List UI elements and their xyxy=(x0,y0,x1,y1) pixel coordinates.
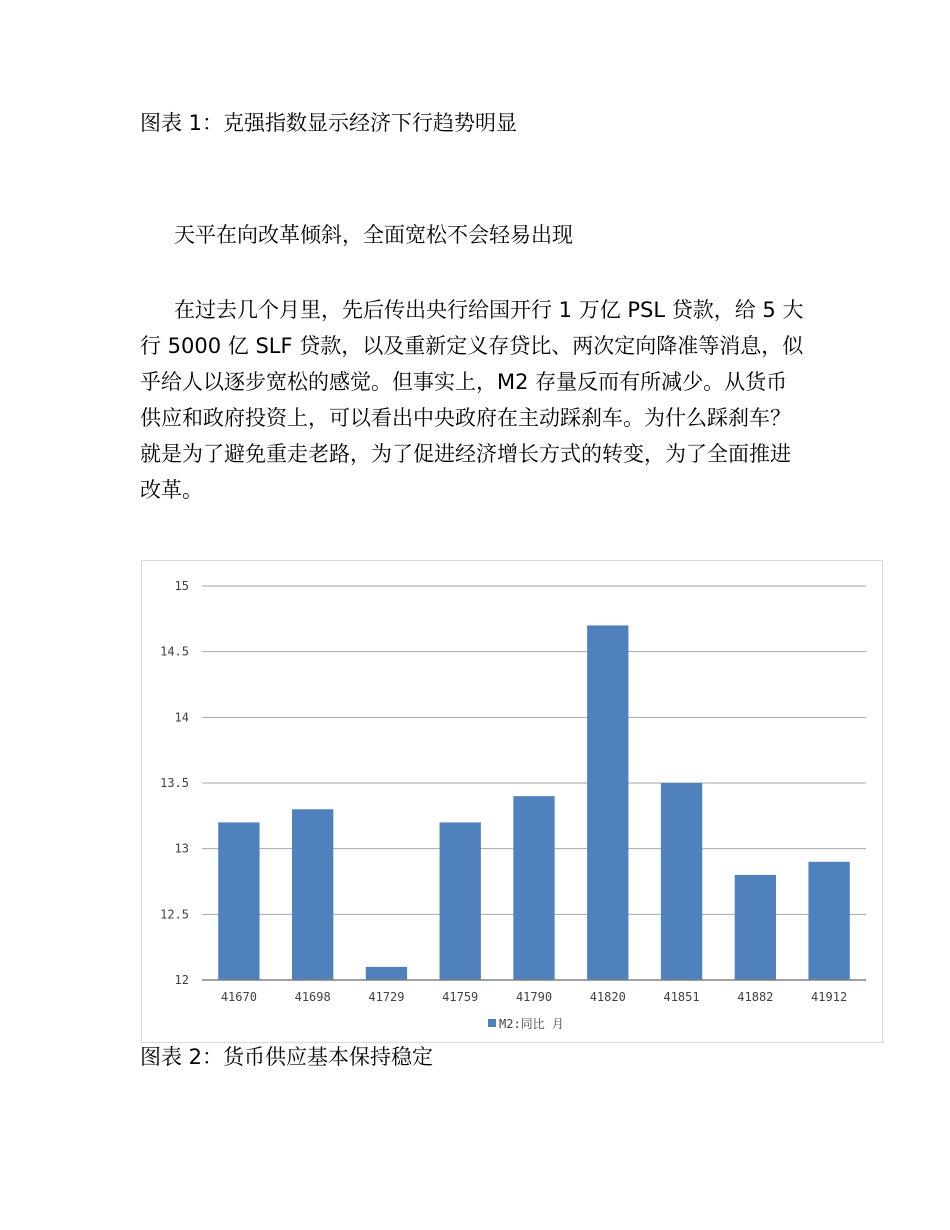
bar-41820 xyxy=(587,625,628,980)
x-tick-label: 41729 xyxy=(368,990,405,1004)
x-tick-label: 41790 xyxy=(515,990,553,1004)
bar-41912 xyxy=(808,862,849,980)
m2-bar-chart xyxy=(141,560,883,1043)
bar-41851 xyxy=(661,783,702,980)
x-tick-label: 41670 xyxy=(220,990,257,1004)
y-tick-label: 12 xyxy=(174,973,189,987)
bar-41670 xyxy=(218,822,259,980)
bar-41729 xyxy=(366,967,407,980)
figure-caption-2: 图表 2：货币供应基本保持稳定 xyxy=(140,1045,434,1069)
y-tick-label: 13.5 xyxy=(160,776,189,790)
figure-caption-1: 图表 1：克强指数显示经济下行趋势明显 xyxy=(140,111,518,135)
paragraph-line: 就是为了避免重走老路，为了促进经济增长方式的转变，为了全面推进 xyxy=(140,442,791,466)
legend-swatch xyxy=(488,1019,496,1027)
paragraph-line: 行 5000 亿 SLF 贷款，以及重新定义存贷比、两次定向降准等消息，似 xyxy=(140,334,804,358)
y-axis-ticks xyxy=(160,579,189,987)
bar-41790 xyxy=(513,796,554,980)
x-axis-ticks xyxy=(221,990,847,1004)
y-tick-label: 14 xyxy=(174,710,189,725)
x-tick-label: 41698 xyxy=(294,990,331,1004)
x-tick-label: 41759 xyxy=(442,990,479,1004)
legend-label: M2:同比 月 xyxy=(499,1017,564,1031)
legend xyxy=(488,1017,564,1031)
paragraph-line: 在过去几个月里，先后传出央行给国开行 1 万亿 PSL 贷款，给 5 大 xyxy=(174,298,804,322)
paragraph-line: 乎给人以逐步宽松的感觉。但事实上，M2 存量反而有所减少。从货币 xyxy=(140,370,788,394)
paragraph-line: 供应和政府投资上，可以看出中央政府在主动踩刹车。为什么踩刹车？ xyxy=(140,406,791,430)
paragraph-line: 改革。 xyxy=(140,478,203,502)
bars xyxy=(218,625,850,980)
chart-canvas xyxy=(142,561,882,1042)
body-paragraph xyxy=(140,292,830,508)
x-tick-label: 41912 xyxy=(811,990,848,1004)
x-tick-label: 41820 xyxy=(589,990,626,1004)
section-heading: 天平在向改革倾斜，全面宽松不会轻易出现 xyxy=(174,223,573,247)
x-tick-label: 41882 xyxy=(737,990,774,1004)
bar-41759 xyxy=(440,822,481,980)
bar-41882 xyxy=(735,875,776,980)
y-tick-label: 15 xyxy=(174,579,189,593)
bar-41698 xyxy=(292,809,333,980)
y-tick-label: 12.5 xyxy=(160,907,189,922)
x-tick-label: 41851 xyxy=(663,990,700,1004)
y-tick-label: 14.5 xyxy=(160,644,189,659)
y-tick-label: 13 xyxy=(174,841,189,856)
